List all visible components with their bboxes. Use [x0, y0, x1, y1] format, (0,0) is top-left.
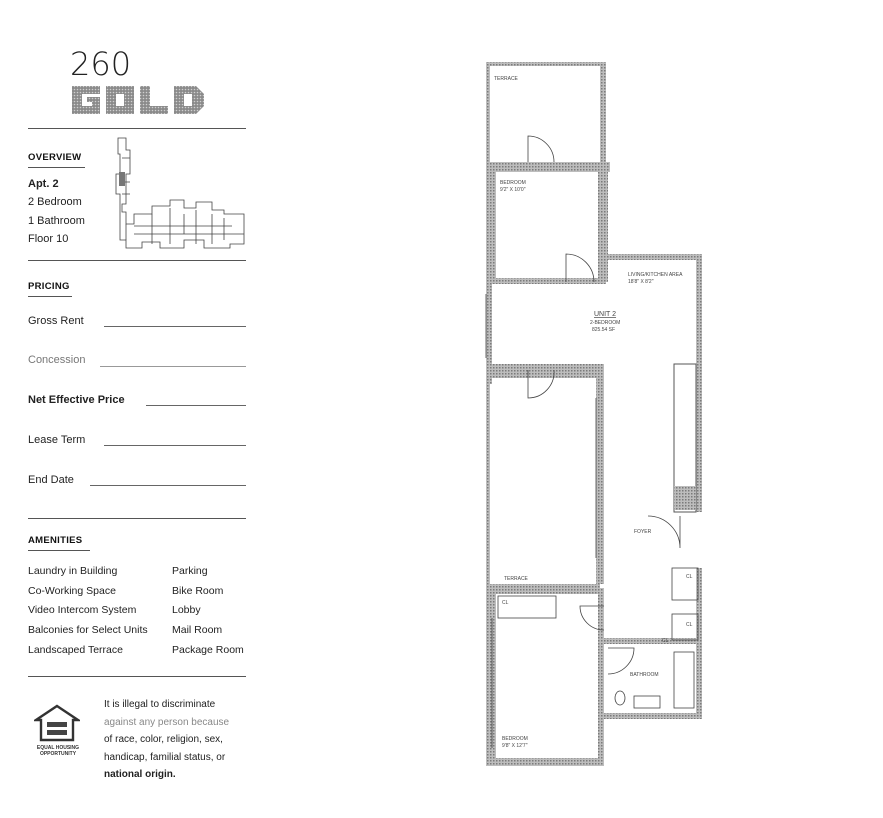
equal-housing-caption [28, 745, 88, 757]
amenity-item: Parking [172, 565, 208, 577]
floor-plan [484, 58, 708, 773]
bathroom-count: 1 Bathroom [28, 215, 85, 227]
plan-label-unit-type: 2-BEDROOM [590, 320, 621, 326]
apt-label: Apt. 2 [28, 178, 59, 190]
divider [28, 260, 246, 261]
pricing-title: PRICING [28, 281, 70, 292]
lease-term-field[interactable] [104, 445, 246, 446]
plan-label-cl: CL [502, 600, 509, 606]
amenity-item: Balconies for Select Units [28, 624, 148, 636]
concession-label: Concession [28, 354, 86, 366]
notice-line: handicap, familial status, or [104, 751, 226, 763]
plan-label-cl: CL [662, 638, 669, 644]
gross-rent-label: Gross Rent [28, 315, 84, 327]
plan-label-cl: CL [686, 574, 693, 580]
notice-line: of race, color, religion, sex, [104, 734, 223, 745]
plan-label-bedroom-1-dims: 9'2" X 10'0" [500, 187, 526, 193]
amenity-item: Mail Room [172, 624, 223, 636]
overview-title: OVERVIEW [28, 152, 82, 163]
plan-label-unit: UNIT 2 [594, 311, 617, 318]
amenity-item: Video Intercom System [28, 604, 137, 616]
plan-label-cl: CL [686, 622, 693, 628]
end-date-label: End Date [28, 474, 74, 486]
divider [28, 518, 246, 519]
amenity-item: Co-Working Space [28, 585, 116, 597]
eho-caption-line: EQUAL HOUSING [36, 745, 80, 751]
amenity-item: Bike Room [172, 585, 224, 597]
notice-line: It is illegal to discriminate [104, 699, 216, 710]
plan-label-terrace-mid: TERRACE [504, 576, 528, 582]
plan-label-bedroom-2-dims: 9'8" X 12'7" [502, 743, 528, 749]
amenity-item: Landscaped Terrace [28, 644, 123, 656]
plan-label-bathroom: BATHROOM [630, 672, 659, 678]
pricing-underline [28, 296, 72, 297]
equal-housing-notice [104, 696, 264, 784]
net-effective-price-label: Net Effective Price [28, 394, 125, 406]
key-plan [112, 134, 248, 252]
amenity-item: Laundry in Building [28, 565, 118, 577]
plan-label-foyer: FOYER [634, 529, 652, 535]
divider [28, 676, 246, 677]
plan-label-terrace: TERRACE [494, 76, 518, 82]
amenities-underline [28, 550, 90, 551]
equal-housing-icon [34, 704, 80, 742]
brand-number: 260 [70, 45, 132, 83]
bedroom-count: 2 Bedroom [28, 196, 82, 208]
amenities-title: AMENITIES [28, 535, 83, 546]
net-effective-price-field[interactable] [146, 405, 246, 406]
notice-line: national origin. [104, 769, 176, 780]
plan-label-living: LIVING/KITCHEN AREA [628, 272, 683, 278]
end-date-field[interactable] [90, 485, 246, 486]
plan-label-unit-area: 825.54 SF [592, 327, 616, 333]
amenity-item: Lobby [172, 604, 201, 616]
notice-line: against any person because [104, 716, 230, 728]
gold-logo [70, 82, 206, 116]
concession-field[interactable] [100, 366, 246, 367]
plan-label-bedroom-1: BEDROOM [500, 180, 526, 186]
plan-label-living-dims: 18'8" X 8'2" [628, 279, 654, 285]
plan-label-bedroom-2: BEDROOM [502, 736, 528, 742]
eho-caption-line: OPPORTUNITY [39, 751, 77, 757]
amenity-item: Package Room [172, 644, 244, 656]
gross-rent-field[interactable] [104, 326, 246, 327]
lease-term-label: Lease Term [28, 434, 86, 446]
divider [28, 128, 246, 129]
overview-underline [28, 167, 85, 168]
floor-label: Floor 10 [28, 233, 69, 245]
